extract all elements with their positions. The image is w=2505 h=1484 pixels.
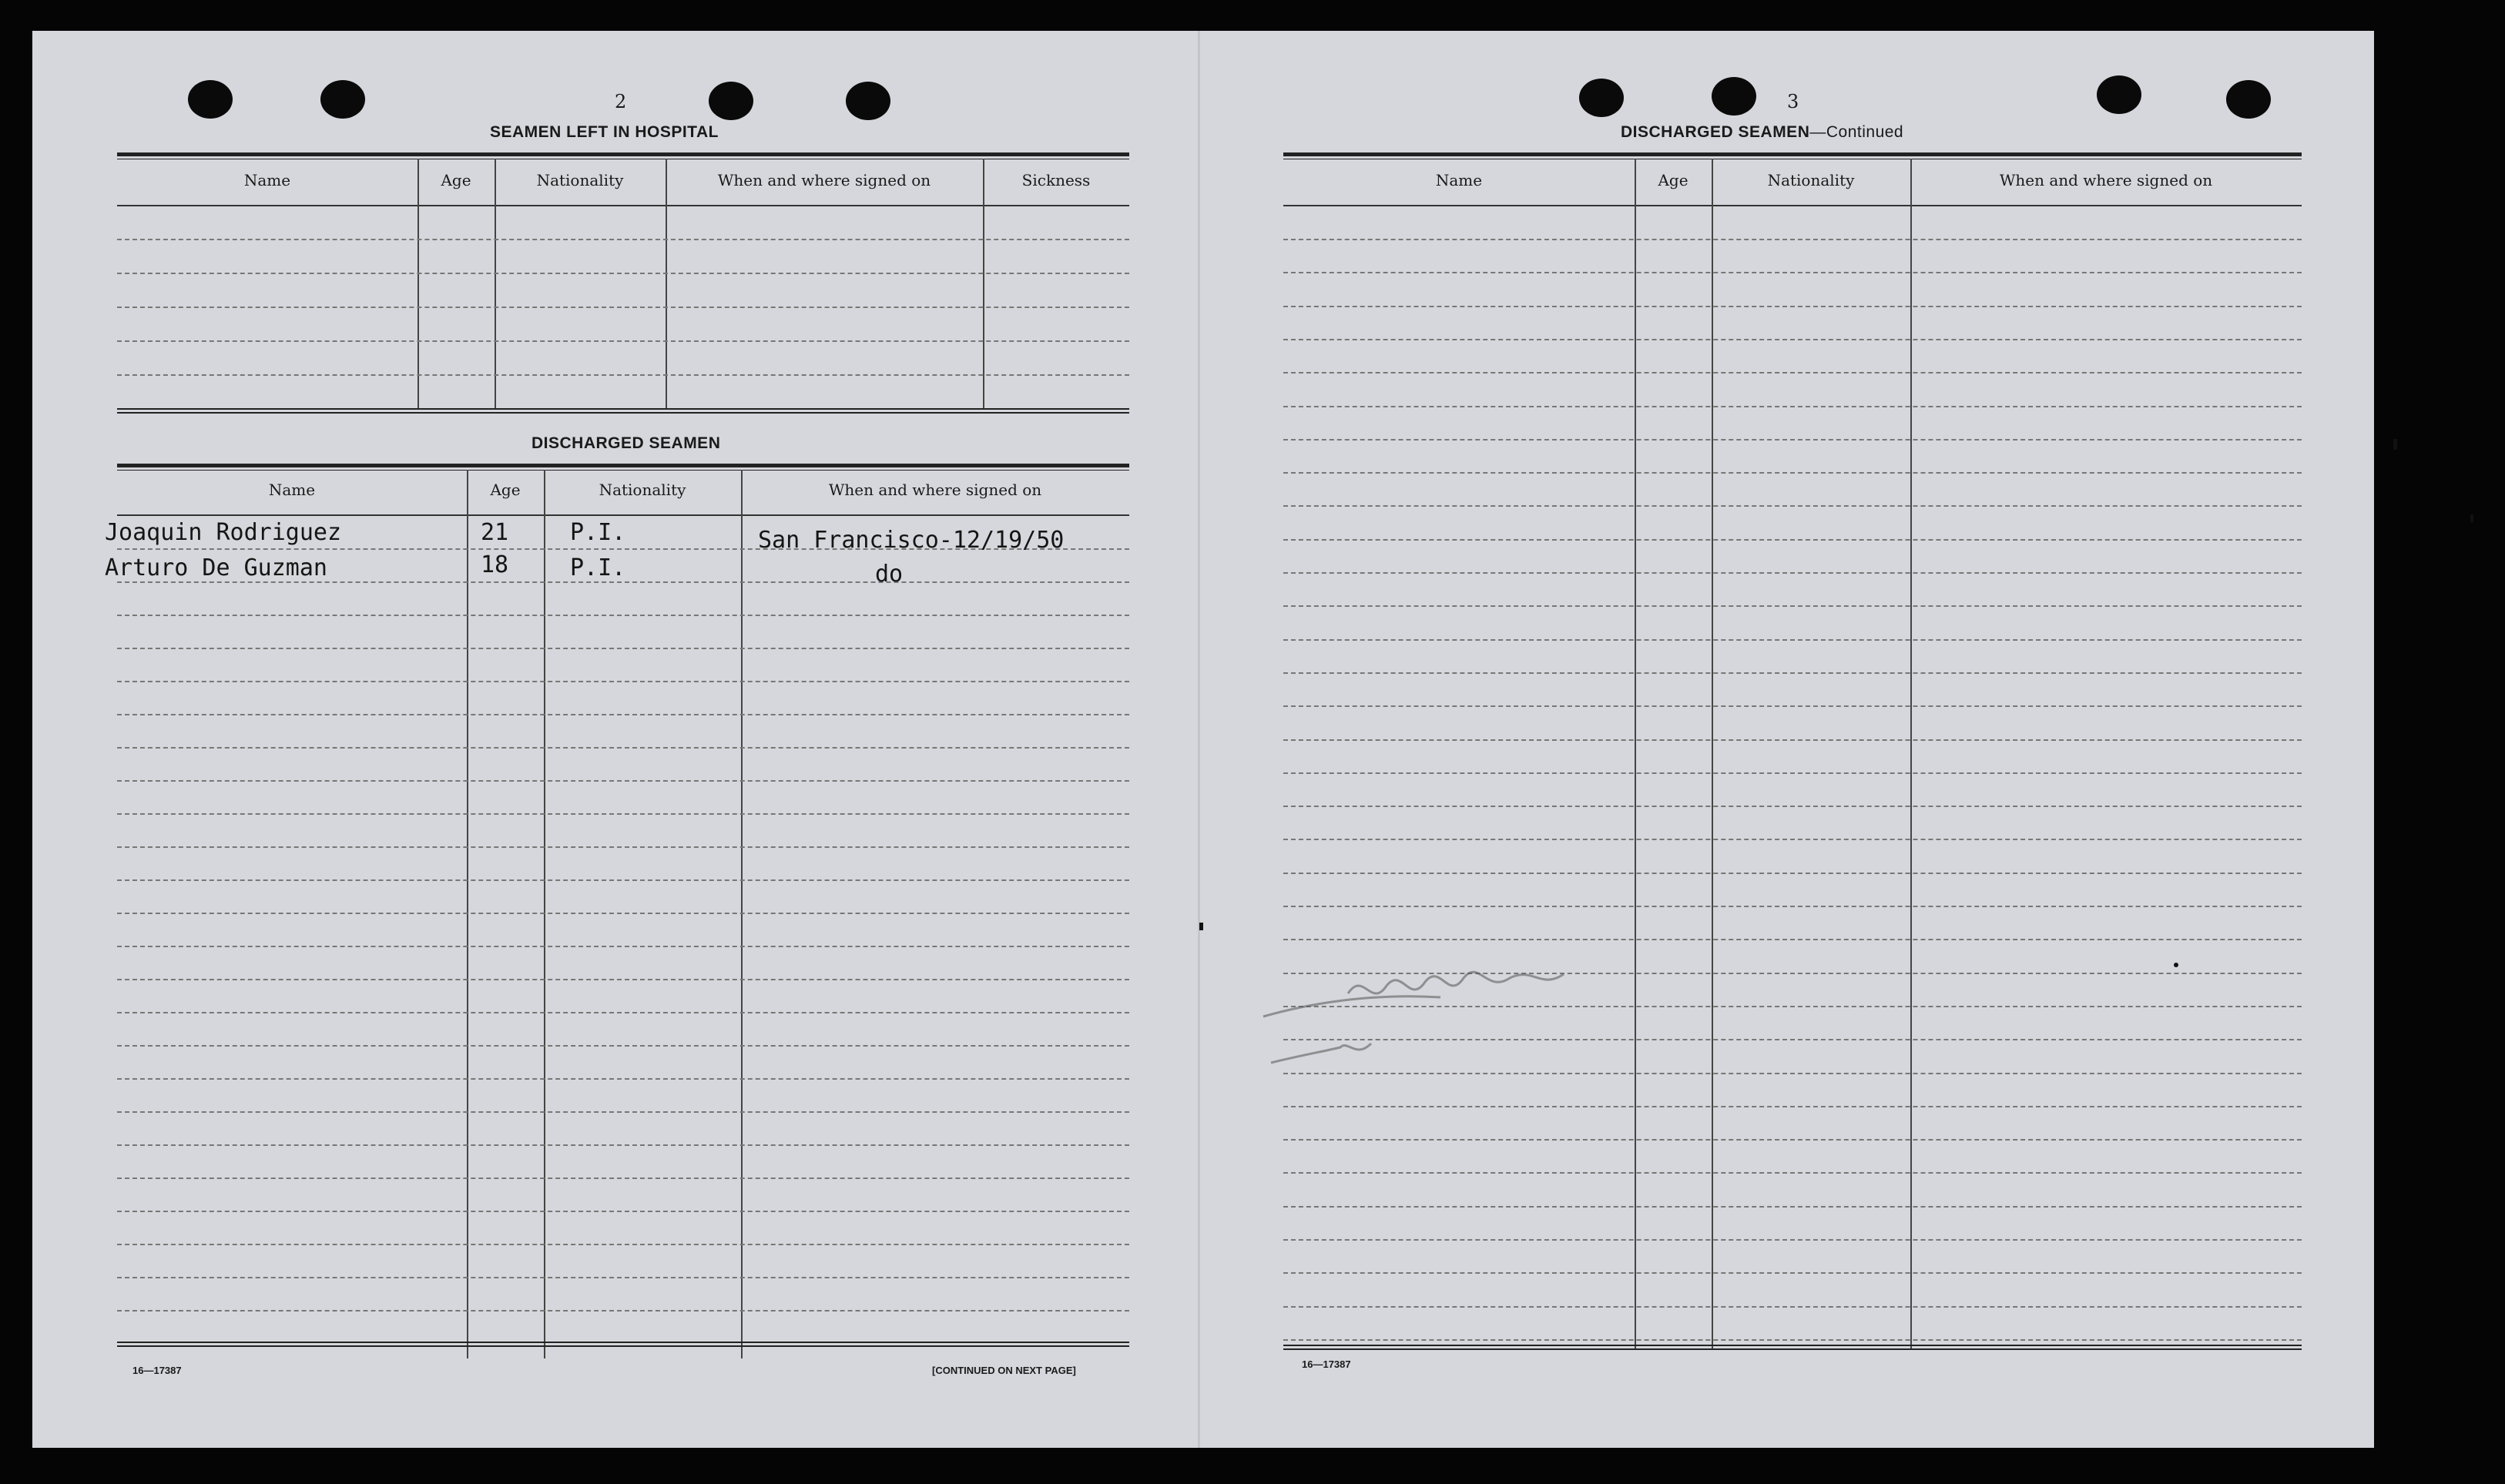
discharged-table — [117, 464, 1129, 1358]
seaman-signed-on: do — [875, 561, 904, 588]
seaman-nationality: P.I. — [570, 519, 626, 546]
table-row — [1283, 672, 2302, 674]
punch-hole — [2226, 80, 2271, 119]
table-row — [1283, 539, 2302, 541]
table-row — [1283, 439, 2302, 441]
table-row — [1283, 1272, 2302, 1274]
table-row — [117, 1177, 1129, 1179]
title-suffix: —Continued — [1809, 123, 1904, 141]
table-row — [117, 714, 1129, 715]
table-row — [1283, 839, 2302, 840]
table-row — [117, 1244, 1129, 1245]
discharged-section-title: DISCHARGED SEAMEN — [532, 434, 721, 452]
table-row — [117, 340, 1129, 342]
table-row — [117, 1012, 1129, 1013]
table-row — [1283, 1239, 2302, 1241]
page-gutter — [1198, 31, 1200, 1448]
hospital-table — [117, 152, 1129, 414]
table-row — [1283, 239, 2302, 240]
punch-hole — [709, 82, 753, 120]
table-row — [1283, 339, 2302, 340]
seaman-name: Arturo De Guzman — [105, 554, 327, 581]
page-number: 3 — [1787, 91, 1799, 112]
table-row — [117, 648, 1129, 649]
table-row — [1283, 705, 2302, 707]
table-row — [1283, 873, 2302, 874]
table-row — [1283, 906, 2302, 907]
table-row — [1283, 1172, 2302, 1174]
table-row — [117, 239, 1129, 240]
punch-hole — [1712, 77, 1756, 116]
column-header: Name — [1435, 171, 1483, 189]
table-row — [117, 913, 1129, 914]
punch-hole — [320, 80, 365, 119]
table-row — [1283, 372, 2302, 374]
continued-note: [CONTINUED ON NEXT PAGE] — [932, 1365, 1076, 1376]
table-row — [117, 581, 1129, 583]
column-header: Name — [243, 171, 291, 189]
table-row — [1283, 472, 2302, 474]
table-row — [1283, 1106, 2302, 1107]
table-row — [117, 1277, 1129, 1278]
table-row — [117, 1211, 1129, 1212]
table-row — [1283, 272, 2302, 273]
column-header: When and where signed on — [1999, 171, 2213, 189]
table-row — [1283, 406, 2302, 407]
hospital-section-title: SEAMEN LEFT IN HOSPITAL — [490, 123, 719, 141]
table-row — [117, 1078, 1129, 1080]
form-number: 16—17387 — [132, 1365, 182, 1376]
table-row — [1283, 572, 2302, 574]
table-row — [1283, 939, 2302, 940]
page-number: 2 — [615, 91, 627, 112]
title-main: DISCHARGED SEAMEN — [1621, 123, 1810, 141]
table-row — [1283, 1306, 2302, 1308]
form-number: 16—17387 — [1302, 1358, 1351, 1370]
table-row — [117, 307, 1129, 308]
seaman-signed-on: San Francisco-12/19/50 — [758, 527, 1065, 554]
table-row — [1283, 505, 2302, 507]
table-row — [117, 879, 1129, 881]
column-header: When and where signed on — [717, 171, 931, 189]
table-row — [117, 681, 1129, 682]
punch-hole — [1579, 79, 1624, 117]
stray-mark — [1199, 923, 1203, 930]
column-header: Name — [268, 481, 316, 499]
seaman-nationality: P.I. — [570, 554, 626, 581]
table-row — [117, 979, 1129, 980]
punch-hole — [846, 82, 890, 120]
table-row — [1283, 1206, 2302, 1208]
punch-hole — [188, 80, 233, 119]
table-row — [1283, 806, 2302, 807]
column-header: Nationality — [1767, 171, 1855, 189]
faint-signature — [1256, 963, 1625, 1078]
column-header: Nationality — [599, 481, 686, 499]
table-row — [117, 780, 1129, 782]
discharged-continued-table — [1283, 152, 2302, 1354]
table-row — [117, 1111, 1129, 1113]
column-header: Sickness — [1021, 171, 1091, 189]
table-row — [117, 615, 1129, 616]
column-header: Nationality — [536, 171, 624, 189]
punch-hole — [2097, 75, 2141, 114]
table-row — [117, 1045, 1129, 1047]
stray-mark — [2470, 514, 2473, 522]
discharged-continued-title — [1621, 123, 1903, 142]
seaman-name: Joaquin Rodriguez — [105, 519, 342, 546]
table-row — [117, 374, 1129, 376]
table-row — [1283, 772, 2302, 774]
seaman-age: 21 — [481, 519, 509, 546]
table-row — [1283, 1339, 2302, 1341]
table-row — [1283, 639, 2302, 641]
table-row — [117, 846, 1129, 848]
stray-mark — [2393, 439, 2397, 450]
table-row — [117, 747, 1129, 749]
stray-mark — [2174, 963, 2178, 967]
seaman-age: 18 — [481, 551, 509, 578]
table-row — [117, 946, 1129, 947]
table-row — [117, 1144, 1129, 1146]
table-row — [1283, 306, 2302, 307]
table-row — [117, 813, 1129, 815]
table-row — [117, 1310, 1129, 1311]
column-header: Age — [441, 171, 471, 189]
table-row — [1283, 605, 2302, 607]
table-row — [117, 273, 1129, 274]
column-header: Age — [1658, 171, 1688, 189]
table-row — [1283, 1139, 2302, 1141]
column-header: Age — [490, 481, 521, 499]
table-row — [1283, 739, 2302, 741]
column-header: When and where signed on — [828, 481, 1042, 499]
